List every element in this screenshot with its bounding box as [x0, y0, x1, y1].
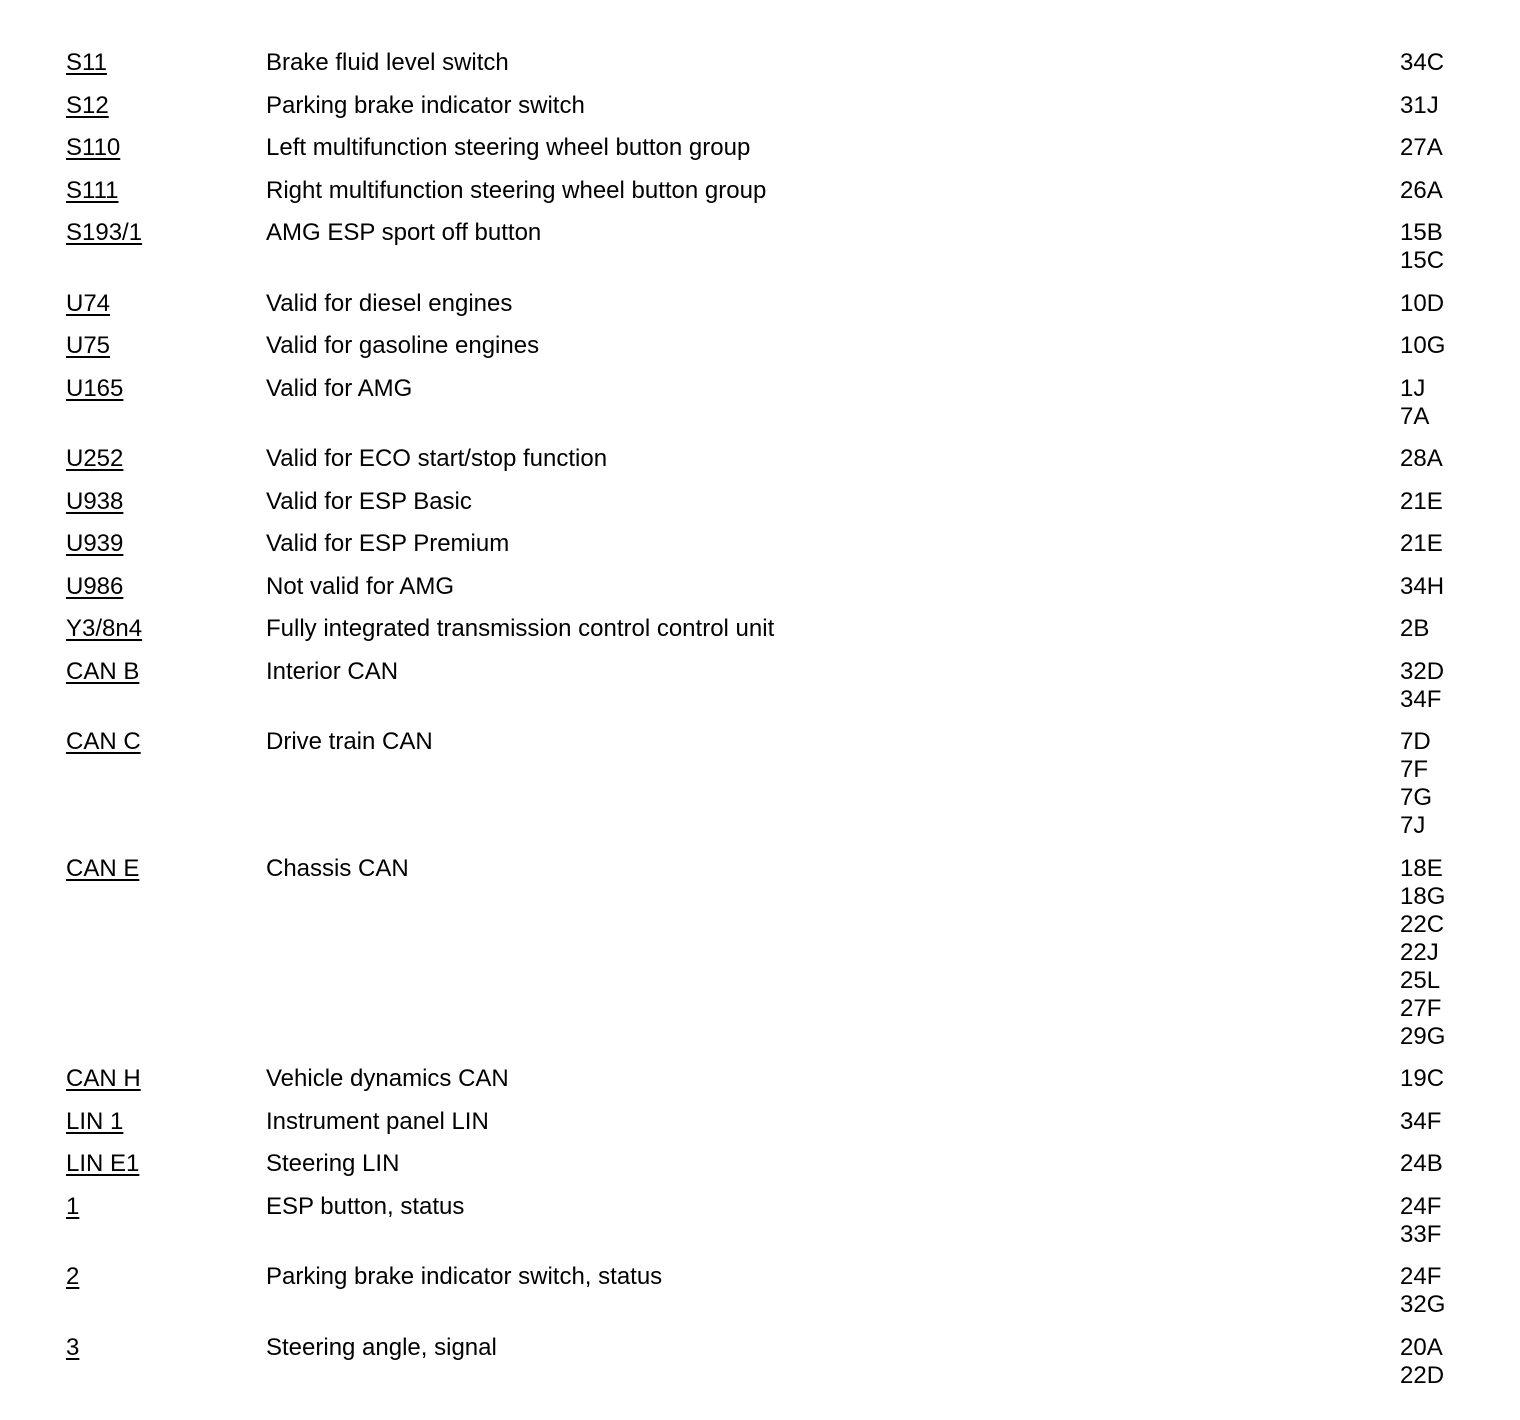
grid-reference: 34F: [1400, 1107, 1442, 1135]
grid-reference: 28A: [1400, 445, 1443, 472]
legend-row: [66, 530, 1466, 573]
grid-references: [1400, 134, 1466, 162]
grid-references: [1400, 728, 1466, 840]
component-code-link[interactable]: S111: [66, 176, 119, 204]
component-code-link[interactable]: CAN B: [66, 657, 140, 685]
grid-references: [1400, 375, 1466, 431]
legend-row: [66, 332, 1466, 375]
legend-row: [66, 615, 1466, 658]
legend-table: [66, 49, 1466, 1404]
legend-row: [66, 573, 1466, 616]
grid-reference: 27A: [1400, 134, 1443, 161]
grid-reference: 24F: [1400, 1263, 1442, 1290]
component-description: Not valid for AMG: [266, 572, 455, 600]
grid-reference: 10G: [1400, 332, 1446, 359]
grid-reference: 21E: [1400, 487, 1443, 515]
grid-reference: 21E: [1400, 530, 1443, 557]
legend-row: [66, 49, 1466, 92]
component-code-link[interactable]: U165: [66, 374, 124, 402]
grid-reference: 18E: [1400, 854, 1443, 882]
component-code-link[interactable]: 1: [66, 1192, 80, 1220]
grid-reference: 7F: [1400, 756, 1429, 783]
component-code-link[interactable]: LIN E1: [66, 1150, 140, 1177]
component-description: Valid for AMG: [266, 374, 413, 402]
grid-reference: 19C: [1400, 1065, 1445, 1092]
legend-row: [66, 177, 1466, 220]
component-code-link[interactable]: U75: [66, 332, 111, 359]
grid-reference: 7A: [1400, 402, 1430, 430]
component-description: Steering angle, signal: [266, 1333, 497, 1361]
component-description: Left multifunction steering wheel button group: [266, 134, 751, 161]
grid-reference: 32G: [1400, 1291, 1446, 1318]
component-code-link[interactable]: CAN H: [66, 1065, 141, 1092]
component-code-link[interactable]: U74: [66, 289, 111, 317]
legend-row: [66, 1334, 1466, 1405]
grid-references: [1400, 530, 1466, 558]
grid-reference: 15C: [1400, 247, 1445, 274]
grid-reference: 18G: [1400, 882, 1446, 910]
legend-row: [66, 219, 1466, 290]
component-description: Instrument panel LIN: [266, 1107, 489, 1135]
grid-references: [1400, 1263, 1466, 1319]
grid-references: [1400, 615, 1466, 643]
grid-reference: 22D: [1400, 1361, 1445, 1389]
component-code-link[interactable]: CAN E: [66, 854, 140, 882]
grid-references: [1400, 290, 1466, 318]
grid-reference: 31J: [1400, 91, 1439, 119]
grid-reference: 26A: [1400, 176, 1443, 204]
legend-row: [66, 134, 1466, 177]
legend-row: [66, 488, 1466, 531]
component-description: Valid for gasoline engines: [266, 332, 540, 359]
component-description: Valid for diesel engines: [266, 289, 513, 317]
grid-reference: 22C: [1400, 910, 1445, 938]
grid-reference: 25L: [1400, 966, 1441, 994]
component-description: Valid for ESP Basic: [266, 487, 472, 515]
grid-reference: 34H: [1400, 572, 1445, 600]
legend-row: [66, 290, 1466, 333]
component-description: AMG ESP sport off button: [266, 219, 542, 246]
grid-reference: 27F: [1400, 994, 1442, 1022]
grid-reference: 29G: [1400, 1022, 1446, 1050]
grid-references: [1400, 1108, 1466, 1136]
legend-row: [66, 1193, 1466, 1264]
grid-references: [1400, 1334, 1466, 1390]
component-code-link[interactable]: U938: [66, 487, 124, 515]
grid-references: [1400, 488, 1466, 516]
component-description: ESP button, status: [266, 1192, 465, 1220]
grid-references: [1400, 332, 1466, 360]
component-description: Parking brake indicator switch, status: [266, 1263, 663, 1290]
grid-reference: 24B: [1400, 1150, 1443, 1177]
component-code-link[interactable]: U986: [66, 572, 124, 600]
grid-references: [1400, 1150, 1466, 1178]
grid-reference: 24F: [1400, 1192, 1442, 1220]
grid-references: [1400, 177, 1466, 205]
component-description: Brake fluid level switch: [266, 49, 509, 76]
component-code-link[interactable]: U939: [66, 530, 124, 557]
component-code-link[interactable]: S11: [66, 49, 107, 76]
component-description: Chassis CAN: [266, 854, 409, 882]
legend-row: [66, 445, 1466, 488]
component-code-link[interactable]: Y3/8n4: [66, 615, 143, 642]
grid-reference: 34C: [1400, 49, 1445, 76]
component-description: Valid for ESP Premium: [266, 530, 510, 557]
component-code-link[interactable]: U252: [66, 445, 124, 472]
grid-reference: 1J: [1400, 374, 1426, 402]
component-description: Valid for ECO start/stop function: [266, 445, 608, 472]
component-code-link[interactable]: S110: [66, 134, 121, 161]
component-code-link[interactable]: LIN 1: [66, 1107, 124, 1135]
component-description: Interior CAN: [266, 657, 399, 685]
grid-reference: 15B: [1400, 219, 1443, 246]
grid-references: [1400, 573, 1466, 601]
component-code-link[interactable]: 3: [66, 1333, 80, 1361]
component-description: Parking brake indicator switch: [266, 91, 585, 119]
component-code-link[interactable]: S12: [66, 91, 109, 119]
legend-row: [66, 728, 1466, 855]
component-description: Right multifunction steering wheel button group: [266, 176, 767, 204]
legend-row: [66, 1263, 1466, 1334]
component-description: Fully integrated transmission control control unit: [266, 615, 775, 642]
grid-reference: 34F: [1400, 685, 1442, 713]
grid-references: [1400, 49, 1466, 77]
grid-reference: 22J: [1400, 938, 1439, 966]
grid-reference: 32D: [1400, 657, 1445, 685]
legend-row: [66, 855, 1466, 1066]
grid-reference: 20A: [1400, 1333, 1443, 1361]
legend-row: [66, 375, 1466, 446]
legend-row: [66, 1150, 1466, 1193]
grid-reference: 2B: [1400, 615, 1430, 642]
component-description: Vehicle dynamics CAN: [266, 1065, 509, 1092]
grid-reference: 33F: [1400, 1220, 1442, 1248]
grid-references: [1400, 658, 1466, 714]
grid-references: [1400, 92, 1466, 120]
legend-row: [66, 1065, 1466, 1108]
grid-references: [1400, 855, 1466, 1051]
grid-reference: 10D: [1400, 289, 1445, 317]
component-code-link[interactable]: 2: [66, 1263, 80, 1290]
grid-reference: 7J: [1400, 812, 1426, 839]
component-description: Drive train CAN: [266, 728, 433, 755]
grid-references: [1400, 1193, 1466, 1249]
grid-reference: 7G: [1400, 784, 1433, 811]
legend-row: [66, 92, 1466, 135]
legend-row: [66, 1108, 1466, 1151]
legend-row: [66, 658, 1466, 729]
grid-references: [1400, 219, 1466, 275]
component-description: Steering LIN: [266, 1150, 400, 1177]
component-code-link[interactable]: S193/1: [66, 219, 143, 246]
grid-references: [1400, 1065, 1466, 1093]
grid-reference: 7D: [1400, 728, 1431, 755]
component-code-link[interactable]: CAN C: [66, 728, 141, 755]
grid-references: [1400, 445, 1466, 473]
